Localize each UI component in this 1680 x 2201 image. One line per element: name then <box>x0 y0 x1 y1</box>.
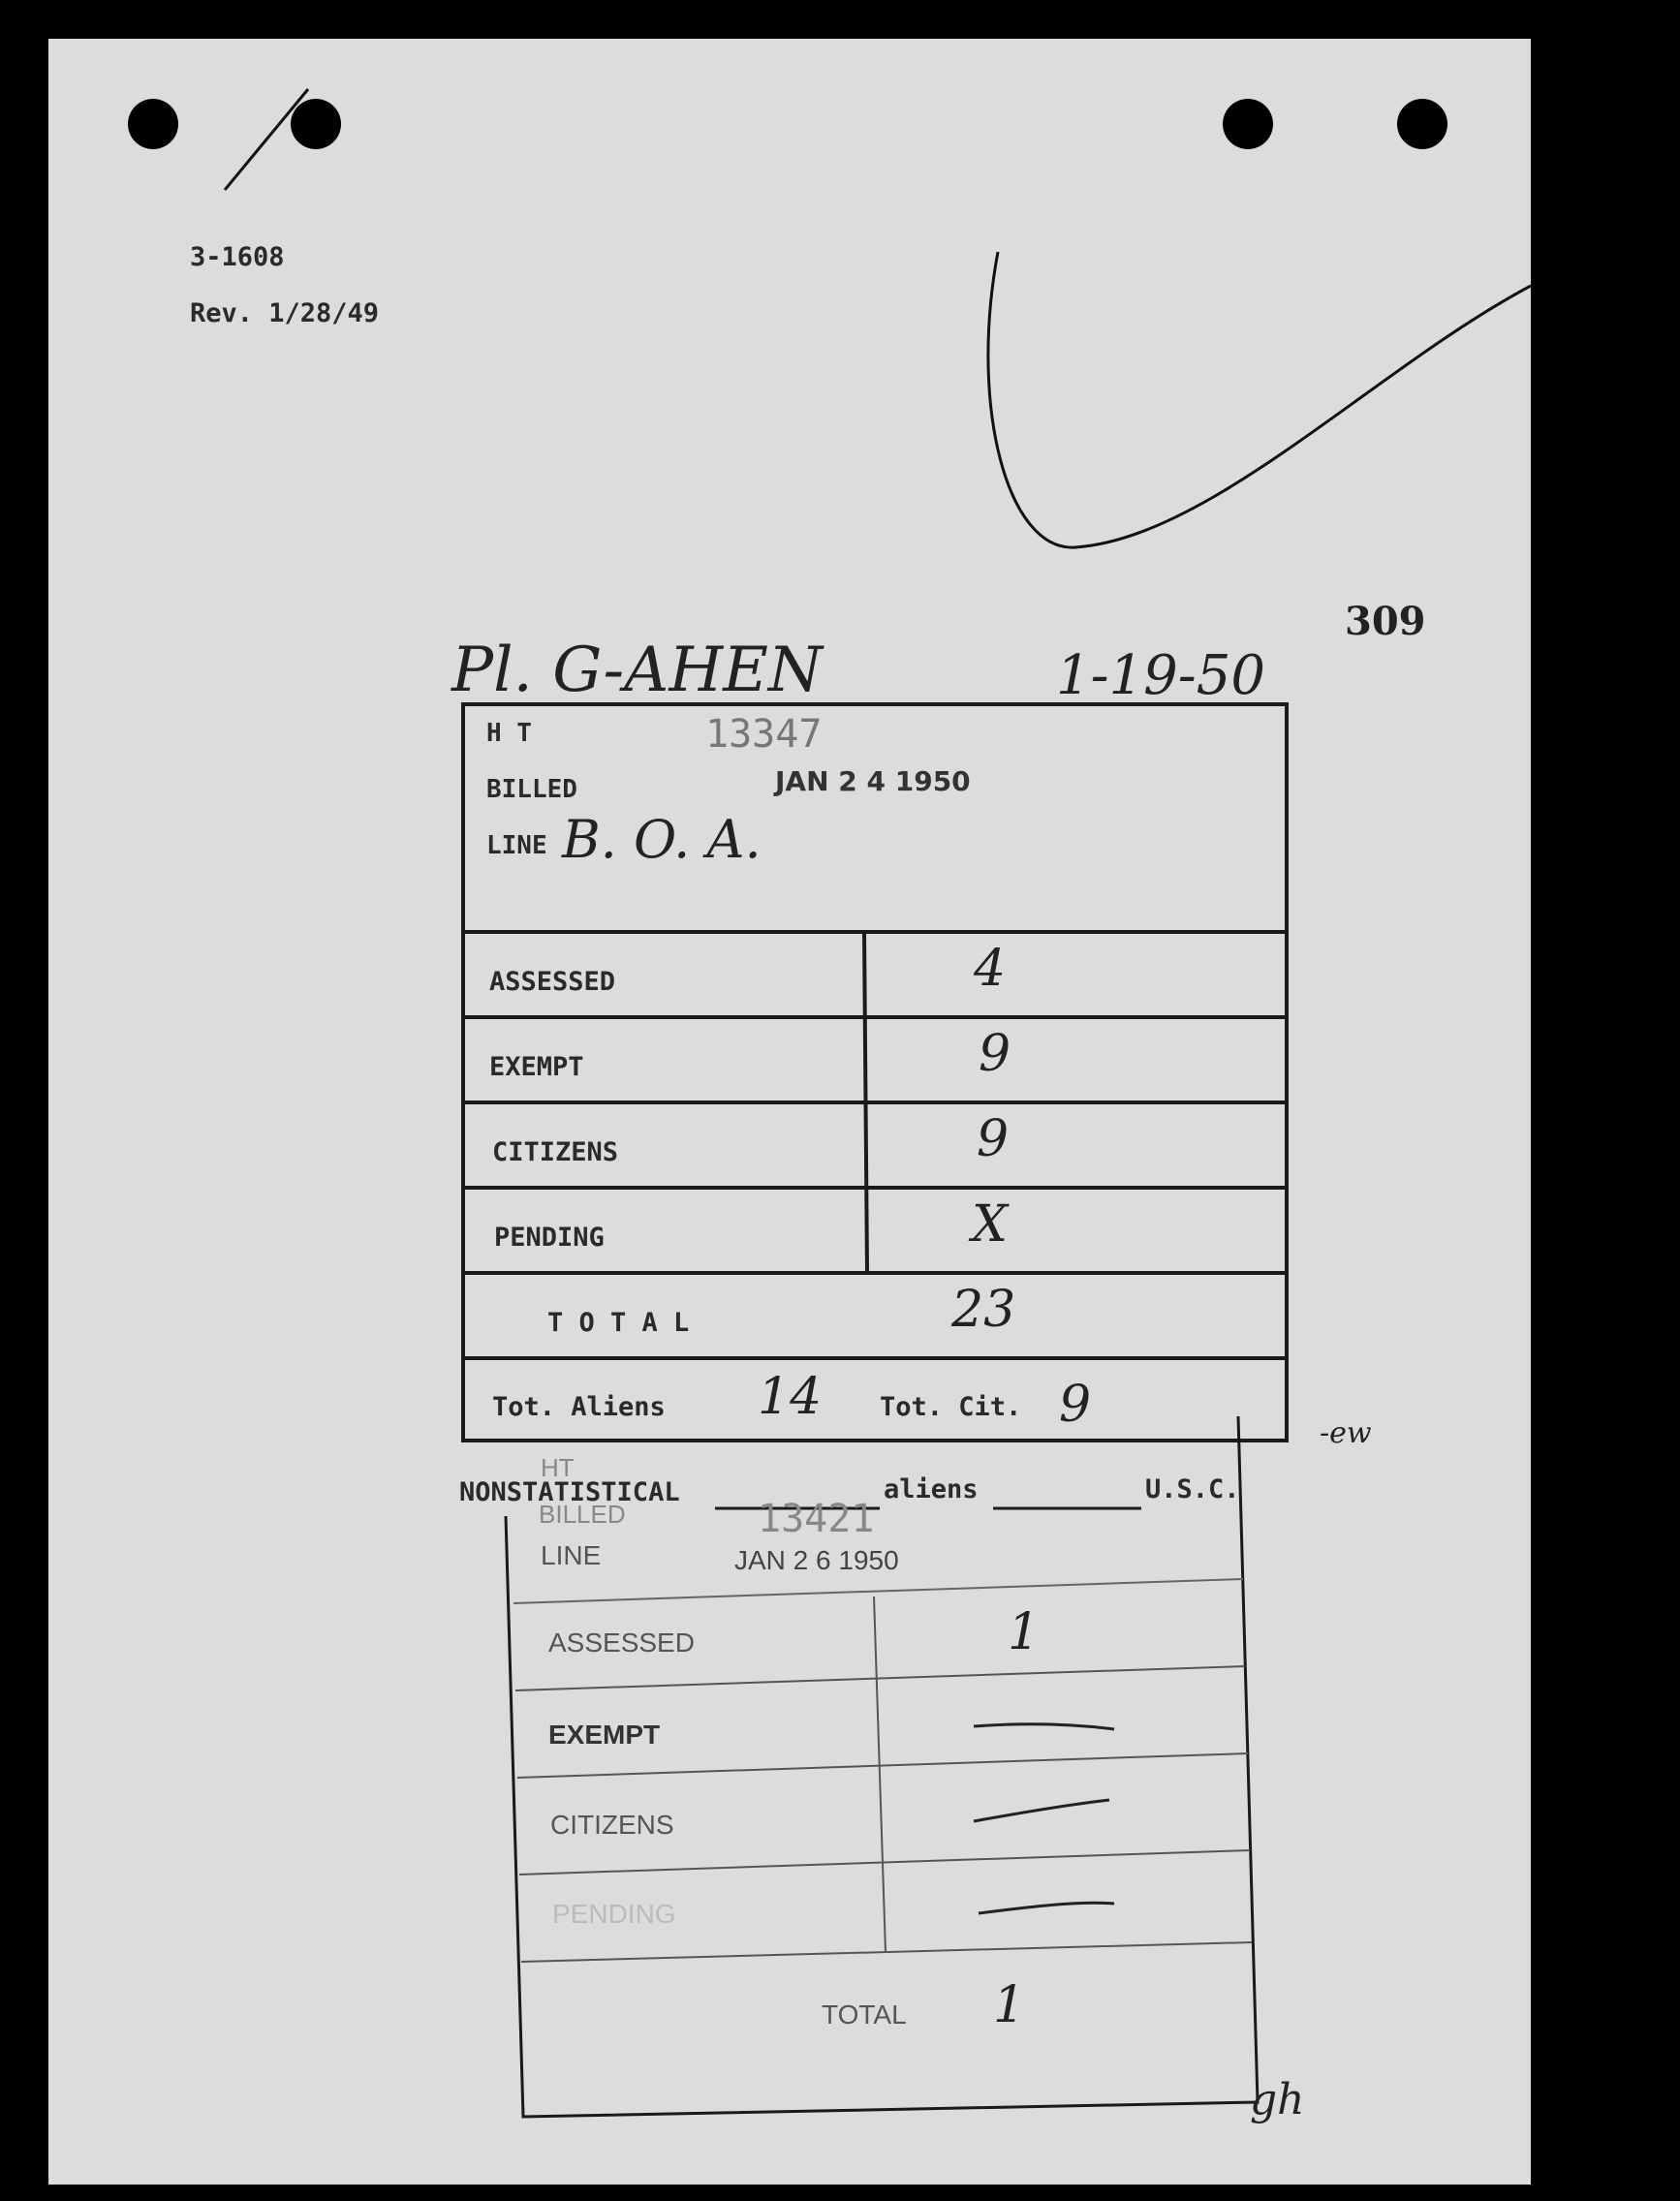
form2-billed-date: JAN 2 6 1950 <box>734 1545 899 1575</box>
form2-ht-number: 13421 <box>758 1497 875 1541</box>
total-value: 23 <box>951 1281 1016 1339</box>
assessed-label: ASSESSED <box>489 967 616 997</box>
form2-exempt-label: EXEMPT <box>548 1720 661 1750</box>
revision-date: Rev. 1/28/49 <box>190 298 380 328</box>
line-label: LINE <box>486 831 547 860</box>
tot-cit-value: 9 <box>1059 1376 1092 1434</box>
tot-cit-label: Tot. Cit. <box>880 1392 1022 1422</box>
tot-aliens-value: 14 <box>758 1368 823 1426</box>
form2-assessed-label: ASSESSED <box>548 1628 695 1658</box>
citizens-value: 9 <box>977 1110 1010 1168</box>
handwritten-name: Pl. G-AHEN <box>451 635 823 706</box>
billed-label: BILLED <box>486 775 577 804</box>
handwritten-date: 1-19-50 <box>1056 644 1265 707</box>
citizens-label: CITIZENS <box>492 1137 619 1167</box>
exempt-value: 9 <box>979 1025 1011 1083</box>
page-number: 309 <box>1345 599 1426 644</box>
nonstat-aliens-label: aliens <box>884 1474 979 1504</box>
form2-pending-label: PENDING <box>552 1899 676 1929</box>
form2-billed-label: BILLED <box>539 1500 626 1529</box>
nonstat-usc-label: U.S.C. <box>1145 1474 1240 1504</box>
assessed-value: 4 <box>974 940 1007 998</box>
form2-total-label: TOTAL <box>822 2000 907 2030</box>
line-value: B. O. A. <box>562 809 762 870</box>
form2-line-label: LINE <box>541 1540 602 1570</box>
form2-ht-label: HT <box>541 1453 575 1482</box>
form2-total-value: 1 <box>993 1976 1026 2034</box>
form-number: 3-1608 <box>190 242 285 272</box>
initials: gh <box>1250 2075 1305 2124</box>
side-mark: -ew <box>1320 1416 1372 1450</box>
total-label: T O T A L <box>547 1308 690 1338</box>
billed-date-stamp: JAN 2 4 1950 <box>775 765 971 797</box>
exempt-label: EXEMPT <box>489 1052 584 1082</box>
form2-citizens-label: CITIZENS <box>550 1810 674 1840</box>
pending-value: X <box>972 1195 1009 1254</box>
form2-assessed-value: 1 <box>1008 1603 1041 1661</box>
ht-number-stamp: 13347 <box>705 712 823 757</box>
nonstatistical-label: NONSTATISTICAL <box>459 1477 680 1507</box>
pending-label: PENDING <box>494 1223 605 1253</box>
ht-label: H T <box>486 719 532 748</box>
tot-aliens-label: Tot. Aliens <box>492 1392 666 1422</box>
